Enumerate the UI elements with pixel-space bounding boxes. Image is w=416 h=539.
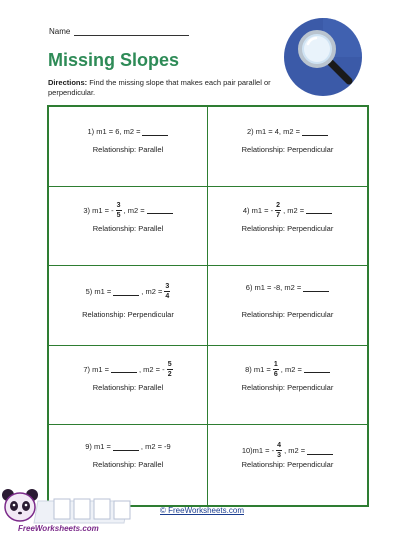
fraction-denominator: 6 (273, 370, 278, 378)
answer-blank[interactable] (113, 288, 139, 296)
equation-text: 6) m1 = -8, m2 = (245, 283, 302, 293)
equation (208, 283, 367, 292)
directions-text: Find the missing slope that makes each pair parallel or perpendicular. (48, 78, 271, 97)
equation-text: , m2 = -9 (140, 442, 171, 452)
problem-cell (49, 187, 208, 267)
equation (49, 202, 207, 219)
equation-text: 5) m1 = (85, 287, 112, 297)
equation (208, 361, 367, 378)
name-field[interactable] (49, 27, 189, 36)
problem-cell (208, 107, 367, 187)
equation-text: 2) m1 = 4, m2 = (247, 127, 300, 136)
equation-text: , m2 = - (139, 364, 165, 374)
relationship-label: Relationship: Parallel (92, 382, 164, 392)
fraction (275, 202, 281, 219)
page-title: Missing Slopes (48, 50, 180, 70)
answer-blank[interactable] (111, 365, 137, 373)
equation-text: , m2 = (123, 205, 145, 215)
fraction-numerator: 4 (277, 442, 282, 450)
answer-blank[interactable] (302, 128, 328, 136)
equation-text: , m2 = (280, 364, 302, 374)
fraction-denominator: 5 (116, 211, 121, 219)
fraction-bar (276, 450, 282, 451)
answer-blank[interactable] (304, 365, 330, 373)
relationship-label: Relationship: Perpendicular (241, 145, 334, 154)
equation (208, 127, 367, 136)
problem-cell (49, 346, 208, 426)
fraction (167, 361, 173, 378)
fraction (273, 361, 279, 378)
relationship-label: Relationship: Parallel (92, 460, 164, 470)
equation (49, 127, 207, 136)
relationship-label: Relationship: Perpendicular (82, 310, 174, 320)
problem-cell (208, 266, 367, 346)
fraction-numerator: 1 (273, 360, 278, 368)
problem-cell (49, 266, 208, 346)
relationship-label: Relationship: Perpendicular (241, 382, 334, 392)
equation (49, 283, 207, 300)
equation (208, 202, 367, 219)
equation-text: , m2 = (284, 446, 306, 456)
logo-text: FreeWorksheets.com (18, 524, 99, 533)
fraction-numerator: 3 (116, 201, 121, 209)
name-label: Name (49, 27, 71, 36)
equation (208, 442, 367, 459)
magnifying-glass-icon (283, 17, 363, 97)
answer-blank[interactable] (147, 206, 173, 214)
equation-text: 7) m1 = (83, 364, 109, 374)
problem-cell (208, 187, 367, 267)
equation-text: , m2 = (141, 287, 163, 297)
equation-text: 10)m1 = - (241, 446, 275, 456)
answer-blank[interactable] (303, 284, 329, 292)
problem-grid (47, 105, 369, 507)
equation (49, 442, 207, 451)
relationship-label: Relationship: Perpendicular (241, 460, 334, 470)
equation-text: 4) m1 = - (242, 205, 274, 215)
answer-blank[interactable] (306, 206, 332, 214)
fraction (116, 202, 122, 219)
problem-cell (49, 107, 208, 187)
relationship-label: Relationship: Parallel (92, 223, 164, 233)
answer-blank[interactable] (307, 447, 333, 455)
relationship-label: Relationship: Parallel (92, 145, 164, 154)
relationship-label: Relationship: Perpendicular (241, 310, 334, 320)
equation-text: , m2 = (283, 205, 305, 215)
fraction-denominator: 2 (167, 370, 172, 378)
fraction-denominator: 7 (276, 211, 281, 219)
footer-link[interactable]: © FreeWorksheets.com (160, 506, 244, 515)
answer-blank[interactable] (142, 128, 168, 136)
directions-label: Directions: (48, 78, 88, 87)
equation-text: 1) m1 = 6, m2 = (87, 127, 141, 136)
equation-text: 8) m1 = (245, 364, 271, 374)
equation (49, 361, 207, 378)
fraction-numerator: 2 (276, 201, 281, 209)
answer-blank[interactable] (113, 443, 139, 451)
fraction (164, 283, 170, 300)
name-line[interactable] (74, 27, 189, 36)
problem-cell (208, 425, 367, 505)
equation-text: 3) m1 = - (83, 205, 114, 215)
fraction-bar (116, 210, 122, 211)
directions (48, 78, 273, 98)
fraction-numerator: 5 (167, 360, 172, 368)
fraction-denominator: 4 (165, 293, 170, 301)
fraction-bar (273, 369, 279, 370)
fraction-bar (164, 291, 170, 292)
equation-text: 9) m1 = (85, 442, 111, 452)
fraction-denominator: 3 (277, 452, 282, 460)
fraction-numerator: 3 (165, 283, 170, 291)
problem-cell (208, 346, 367, 426)
fraction (276, 442, 282, 459)
fraction-bar (167, 369, 173, 370)
relationship-label: Relationship: Perpendicular (241, 223, 334, 233)
fraction-bar (275, 210, 281, 211)
